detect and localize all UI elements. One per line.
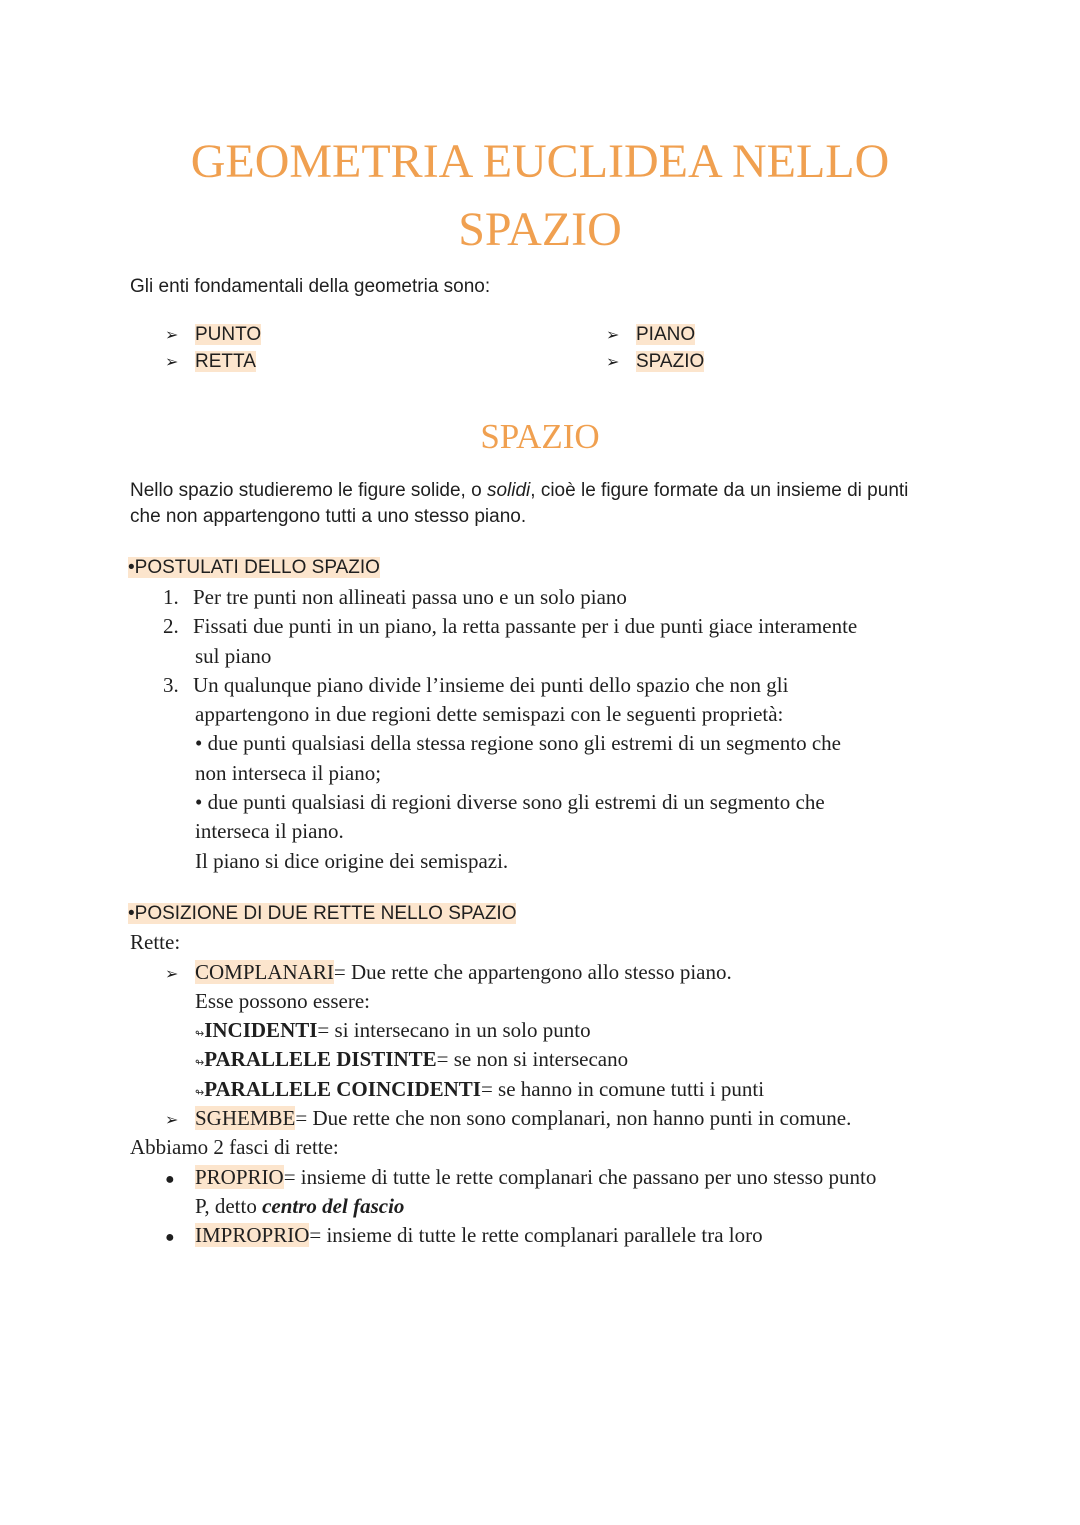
proprio-center-text: centro del fascio: [262, 1194, 405, 1218]
entity-label: PUNTO: [195, 324, 262, 345]
space-text-part: Nello spazio studieremo le figure solide, o: [130, 480, 487, 501]
postulate-1-line-1: [163, 585, 627, 610]
space-text-line-2: che non appartengono tutti a uno stesso piano.: [130, 506, 527, 527]
entity-item-spazio: [606, 351, 704, 373]
postulate-number: 2.: [163, 614, 179, 638]
arrow-icon: ➢: [165, 964, 179, 983]
proprio-term: PROPRIO: [195, 1165, 284, 1189]
entity-item-punto: [165, 324, 261, 346]
postulate-3-line-6: interseca il piano.: [195, 819, 344, 843]
postulate-text: Fissati due punti in un piano, la retta passante per i due punti giace interamente: [193, 614, 858, 638]
postulates-heading: [128, 557, 380, 579]
entity-item-retta: [165, 351, 256, 373]
postulate-3-line-5: • due punti qualsiasi di regioni diverse sono gli estremi di un segmento che: [195, 790, 825, 814]
hook-arrow-icon: ↬: [195, 1027, 205, 1040]
positions-heading: [128, 903, 516, 925]
kind-term: PARALLELE DISTINTE: [204, 1047, 437, 1071]
entity-item-piano: [606, 324, 695, 346]
kind-def: = si intersecano in un solo punto: [317, 1018, 591, 1042]
entity-label: PIANO: [636, 324, 696, 345]
postulate-3-line-1: [163, 673, 788, 698]
bullet-icon: ●: [165, 1171, 175, 1188]
kind-incidenti: [195, 1018, 591, 1043]
bullet-icon: ●: [165, 1229, 175, 1246]
fasci-intro: Abbiamo 2 fasci di rette:: [130, 1135, 339, 1159]
sghembe-item: [165, 1106, 851, 1131]
section-title: SPAZIO: [480, 417, 600, 456]
complanari-sub: Esse possono essere:: [195, 989, 370, 1013]
arrow-icon: ➢: [606, 352, 620, 371]
entity-label: RETTA: [195, 351, 256, 372]
kind-def: = se non si intersecano: [436, 1047, 629, 1071]
intro-text: Gli enti fondamentali della geometria sono:: [130, 276, 491, 297]
rette-label: Rette:: [130, 930, 181, 954]
postulate-text: Un qualunque piano divide l’insieme dei punti dello spazio che non gli: [193, 673, 789, 697]
arrow-icon: ➢: [606, 325, 620, 344]
postulate-2-line-1: [163, 614, 857, 639]
document-title-line-2: SPAZIO: [458, 203, 622, 256]
arrow-icon: ➢: [165, 1110, 179, 1129]
postulates-heading-text: •POSTULATI DELLO SPAZIO: [128, 557, 380, 578]
postulate-2-line-2: sul piano: [195, 644, 272, 668]
kind-term: PARALLELE COINCIDENTI: [204, 1077, 481, 1101]
arrow-icon: ➢: [165, 325, 179, 344]
proprio-def: = insieme di tutte le rette complanari che passano per uno stesso punto: [283, 1165, 877, 1189]
improprio-def: = insieme di tutte le rette complanari parallele tra loro: [309, 1223, 763, 1247]
postulate-3-line-3: • due punti qualsiasi della stessa regione sono gli estremi di un segmento che: [195, 731, 841, 755]
postulate-text: Per tre punti non allineati passa uno e un solo piano: [193, 585, 627, 609]
proprio-text: P, detto: [195, 1194, 263, 1218]
complanari-def: = Due rette che appartengono allo stesso piano.: [333, 960, 732, 984]
postulate-number: 1.: [163, 585, 179, 609]
arrow-icon: ➢: [165, 352, 179, 371]
postulate-3-line-4: non interseca il piano;: [195, 761, 382, 785]
space-text-line-1: [130, 480, 908, 502]
kind-parallele-distinte: [195, 1047, 628, 1072]
sghembe-term: SGHEMBE: [195, 1106, 296, 1130]
proprio-item: [165, 1165, 876, 1190]
entity-label: SPAZIO: [636, 351, 705, 372]
improprio-term: IMPROPRIO: [195, 1223, 310, 1247]
postulate-number: 3.: [163, 673, 179, 697]
space-text-italic: solidi: [486, 480, 531, 501]
kind-parallele-coincidenti: [195, 1077, 764, 1102]
postulate-3-line-2: appartengono in due regioni dette semispazi con le seguenti proprietà:: [195, 702, 784, 726]
hook-arrow-icon: ↬: [195, 1056, 205, 1069]
space-text-part: , cioè le figure formate da un insieme di punti: [530, 480, 909, 501]
sghembe-def: = Due rette che non sono complanari, non hanno punti in comune.: [295, 1106, 852, 1130]
complanari-term: COMPLANARI: [195, 960, 334, 984]
document-title-line-1: GEOMETRIA EUCLIDEA NELLO: [190, 135, 890, 188]
hook-arrow-icon: ↬: [195, 1086, 205, 1099]
kind-def: = se hanno in comune tutti i punti: [480, 1077, 765, 1101]
kind-term: INCIDENTI: [204, 1018, 318, 1042]
positions-heading-text: •POSIZIONE DI DUE RETTE NELLO SPAZIO: [128, 903, 517, 924]
proprio-line-2: [195, 1194, 404, 1219]
complanari-item: [165, 960, 732, 985]
postulate-3-line-7: Il piano si dice origine dei semispazi.: [195, 849, 509, 873]
improprio-item: [165, 1223, 763, 1248]
